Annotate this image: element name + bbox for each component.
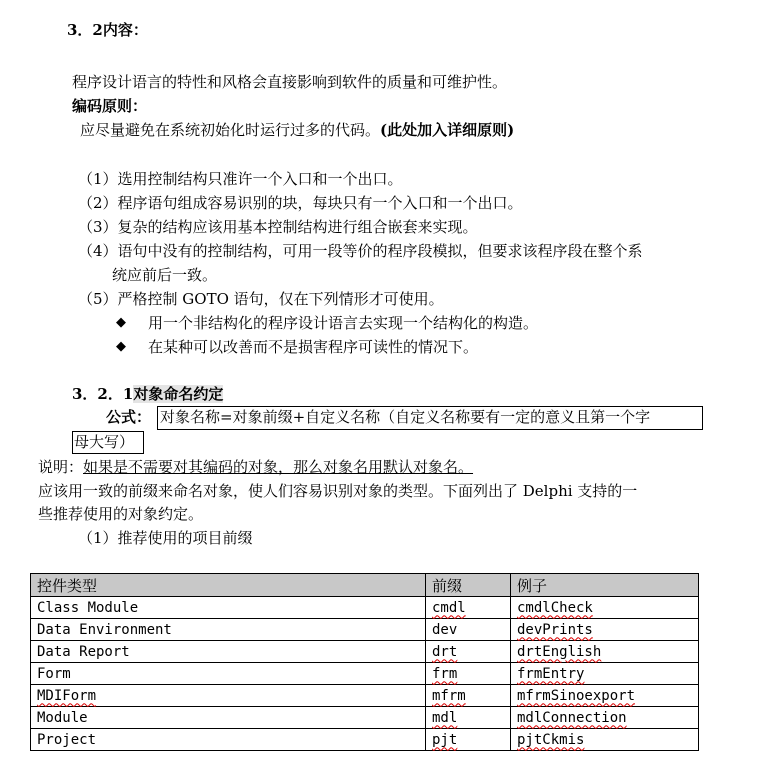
cell-prefix: cmdl [426, 597, 511, 619]
table-row [31, 619, 699, 641]
bullet-diamond-icon: ◆ [116, 339, 126, 354]
cell-control-type: Class Module [31, 597, 426, 619]
bullet-item-2: 在某种可以改善而不是损害程序可读性的情况下。 [148, 338, 479, 356]
cell-control-type: Project [31, 729, 426, 751]
rule-1: （1）选用控制结构只准许一个入口和一个出口。 [78, 170, 403, 188]
cell-example: cmdlCheck [511, 597, 699, 619]
formula-text-line2: 母大写） [74, 433, 135, 451]
cell-example: frmEntry [511, 663, 699, 685]
principle-note [80, 120, 514, 140]
cell-example: drtEnglish [511, 641, 699, 663]
rule-2: （2）程序语句组成容易识别的块，每块只有一个入口和一个出口。 [78, 194, 523, 212]
cell-prefix: drt [426, 641, 511, 663]
principle-note-bold: (此处加入详细原则) [380, 121, 515, 139]
formula-text-line1: 对象名称=对象前缀+自定义名称（自定义名称要有一定的意义且第一个字 [160, 408, 651, 426]
formula-box-line2 [72, 431, 144, 454]
coding-principle-label: 编码原则： [72, 97, 148, 115]
cell-prefix: dev [426, 619, 511, 641]
explanation [38, 457, 473, 477]
paragraph-line-1: 应该用一致的前缀来命名对象，使人们容易识别对象的类型。下面列出了 Delphi 支持的一 [38, 482, 638, 500]
explanation-text: 如果是不需要对其编码的对象，那么对象名用默认对象名。 [83, 458, 474, 476]
subsection-number: 3．2．1 [72, 385, 134, 403]
paragraph-line-2: 些推荐使用的对象约定。 [38, 505, 204, 523]
cell-control-type: Module [31, 707, 426, 729]
cell-example: pjtCkmis [511, 729, 699, 751]
cell-control-type: Form [31, 663, 426, 685]
table-row [31, 597, 699, 619]
cell-control-type: MDIForm [31, 685, 426, 707]
table-row [31, 641, 699, 663]
cell-prefix: frm [426, 663, 511, 685]
cell-control-type: Data Environment [31, 619, 426, 641]
subsection-title: 对象命名约定 [133, 385, 224, 403]
principle-note-text: 应尽量避免在系统初始化时运行过多的代码。 [80, 121, 381, 139]
section-heading: 3．2内容： [67, 21, 148, 39]
formula-box-line1 [157, 406, 703, 430]
rule-5: （5）严格控制 GOTO 语句，仅在下列情形才可使用。 [78, 290, 444, 308]
formula-label: 公式： [106, 408, 152, 426]
table-row [31, 707, 699, 729]
table-row [31, 685, 699, 707]
table-row [31, 663, 699, 685]
bullet-diamond-icon: ◆ [116, 315, 126, 330]
cell-control-type: Data Report [31, 641, 426, 663]
cell-example: mdlConnection [511, 707, 699, 729]
prefix-table [30, 573, 699, 751]
table-header-row [31, 574, 699, 597]
rule-4: （4）语句中没有的控制结构，可用一段等价的程序段模拟，但要求该程序段在整个系 [78, 242, 643, 260]
explanation-label: 说明： [38, 458, 84, 476]
list-item-recommended-prefixes: （1）推荐使用的项目前缀 [78, 529, 253, 547]
subsection-heading [72, 384, 223, 404]
header-example: 例子 [511, 574, 699, 597]
bullet-item-1: 用一个非结构化的程序设计语言去实现一个结构化的构造。 [148, 314, 539, 332]
cell-prefix: mdl [426, 707, 511, 729]
cell-prefix: pjt [426, 729, 511, 751]
rule-4-continued: 统应前后一致。 [112, 266, 218, 284]
table-row [31, 729, 699, 751]
cell-example: devPrints [511, 619, 699, 641]
intro-paragraph: 程序设计语言的特性和风格会直接影响到软件的质量和可维护性。 [72, 73, 508, 91]
cell-example: mfrmSinoexport [511, 685, 699, 707]
header-prefix: 前缀 [426, 574, 511, 597]
header-control-type: 控件类型 [31, 574, 426, 597]
cell-prefix: mfrm [426, 685, 511, 707]
rule-3: （3）复杂的结构应该用基本控制结构进行组合嵌套来实现。 [78, 218, 478, 236]
